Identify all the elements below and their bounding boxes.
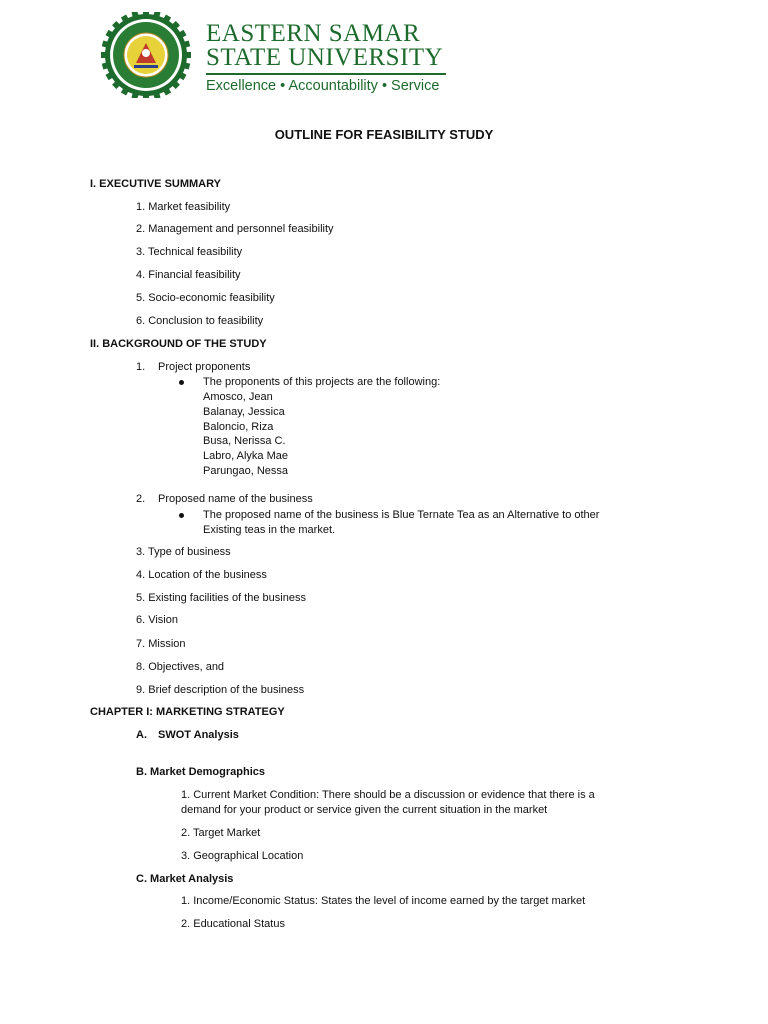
- list-item: 3. Geographical Location: [181, 850, 304, 862]
- list-item: Proposed name of the business: [158, 493, 313, 505]
- list-item: 2. Management and personnel feasibility: [136, 223, 334, 235]
- list-item: 5. Existing facilities of the business: [136, 592, 306, 604]
- bullet-text: The proposed name of the business is Blue Ternate Tea as an Alternative to other: [203, 509, 600, 521]
- list-item-number: 2.: [136, 493, 146, 505]
- list-item: 5. Socio-economic feasibility: [136, 292, 275, 304]
- bullet-text: Existing teas in the market.: [203, 524, 336, 536]
- subsection-heading-demographics: B. Market Demographics: [136, 766, 265, 778]
- list-item: 4. Location of the business: [136, 569, 267, 581]
- list-item: 1. Market feasibility: [136, 201, 231, 213]
- bullet-text: The proponents of this projects are the following:: [203, 376, 441, 388]
- university-name-line1: EASTERN SAMAR: [206, 20, 421, 47]
- document-title: OUTLINE FOR FEASIBILITY STUDY: [274, 127, 494, 142]
- subsection-heading-swot: SWOT Analysis: [158, 729, 239, 741]
- university-name-line2: STATE UNIVERSITY: [206, 44, 444, 71]
- university-motto: Excellence • Accountability • Service: [206, 78, 440, 94]
- list-item: 2. Target Market: [181, 827, 261, 839]
- section-heading-background: II. BACKGROUND OF THE STUDY: [90, 338, 267, 350]
- bullet-icon: [179, 380, 184, 385]
- list-item: Project proponents: [158, 361, 251, 373]
- list-item: 1. Income/Economic Status: States the level of income earned by the target market: [181, 895, 586, 907]
- proponent-name: Balanay, Jessica: [203, 406, 285, 418]
- subsection-label: A.: [136, 729, 147, 741]
- list-item: 8. Objectives, and: [136, 661, 225, 673]
- list-item: 4. Financial feasibility: [136, 269, 241, 281]
- proponent-name: Amosco, Jean: [203, 391, 273, 403]
- list-item: 6. Vision: [136, 614, 178, 626]
- chapter-heading-marketing: CHAPTER I: MARKETING STRATEGY: [90, 706, 285, 718]
- list-item-number: 1.: [136, 361, 146, 373]
- section-heading-executive-summary: I. EXECUTIVE SUMMARY: [90, 178, 221, 190]
- list-item: 7. Mission: [136, 638, 186, 650]
- list-item: 3. Type of business: [136, 546, 231, 558]
- proponent-name: Baloncio, Riza: [203, 421, 274, 433]
- list-item: 6. Conclusion to feasibility: [136, 315, 264, 327]
- proponent-name: Labro, Alyka Mae: [203, 450, 288, 462]
- list-item: 1. Current Market Condition: There should be a discussion or evidence that there is a: [181, 789, 595, 801]
- subsection-heading-market-analysis: C. Market Analysis: [136, 873, 234, 885]
- list-item: demand for your product or service given the current situation in the market: [181, 804, 548, 816]
- proponent-name: Parungao, Nessa: [203, 465, 288, 477]
- bullet-icon: [179, 513, 184, 518]
- list-item: 9. Brief description of the business: [136, 684, 305, 696]
- proponent-name: Busa, Nerissa C.: [203, 435, 286, 447]
- list-item: 3. Technical feasibility: [136, 246, 243, 258]
- list-item: 2. Educational Status: [181, 918, 285, 930]
